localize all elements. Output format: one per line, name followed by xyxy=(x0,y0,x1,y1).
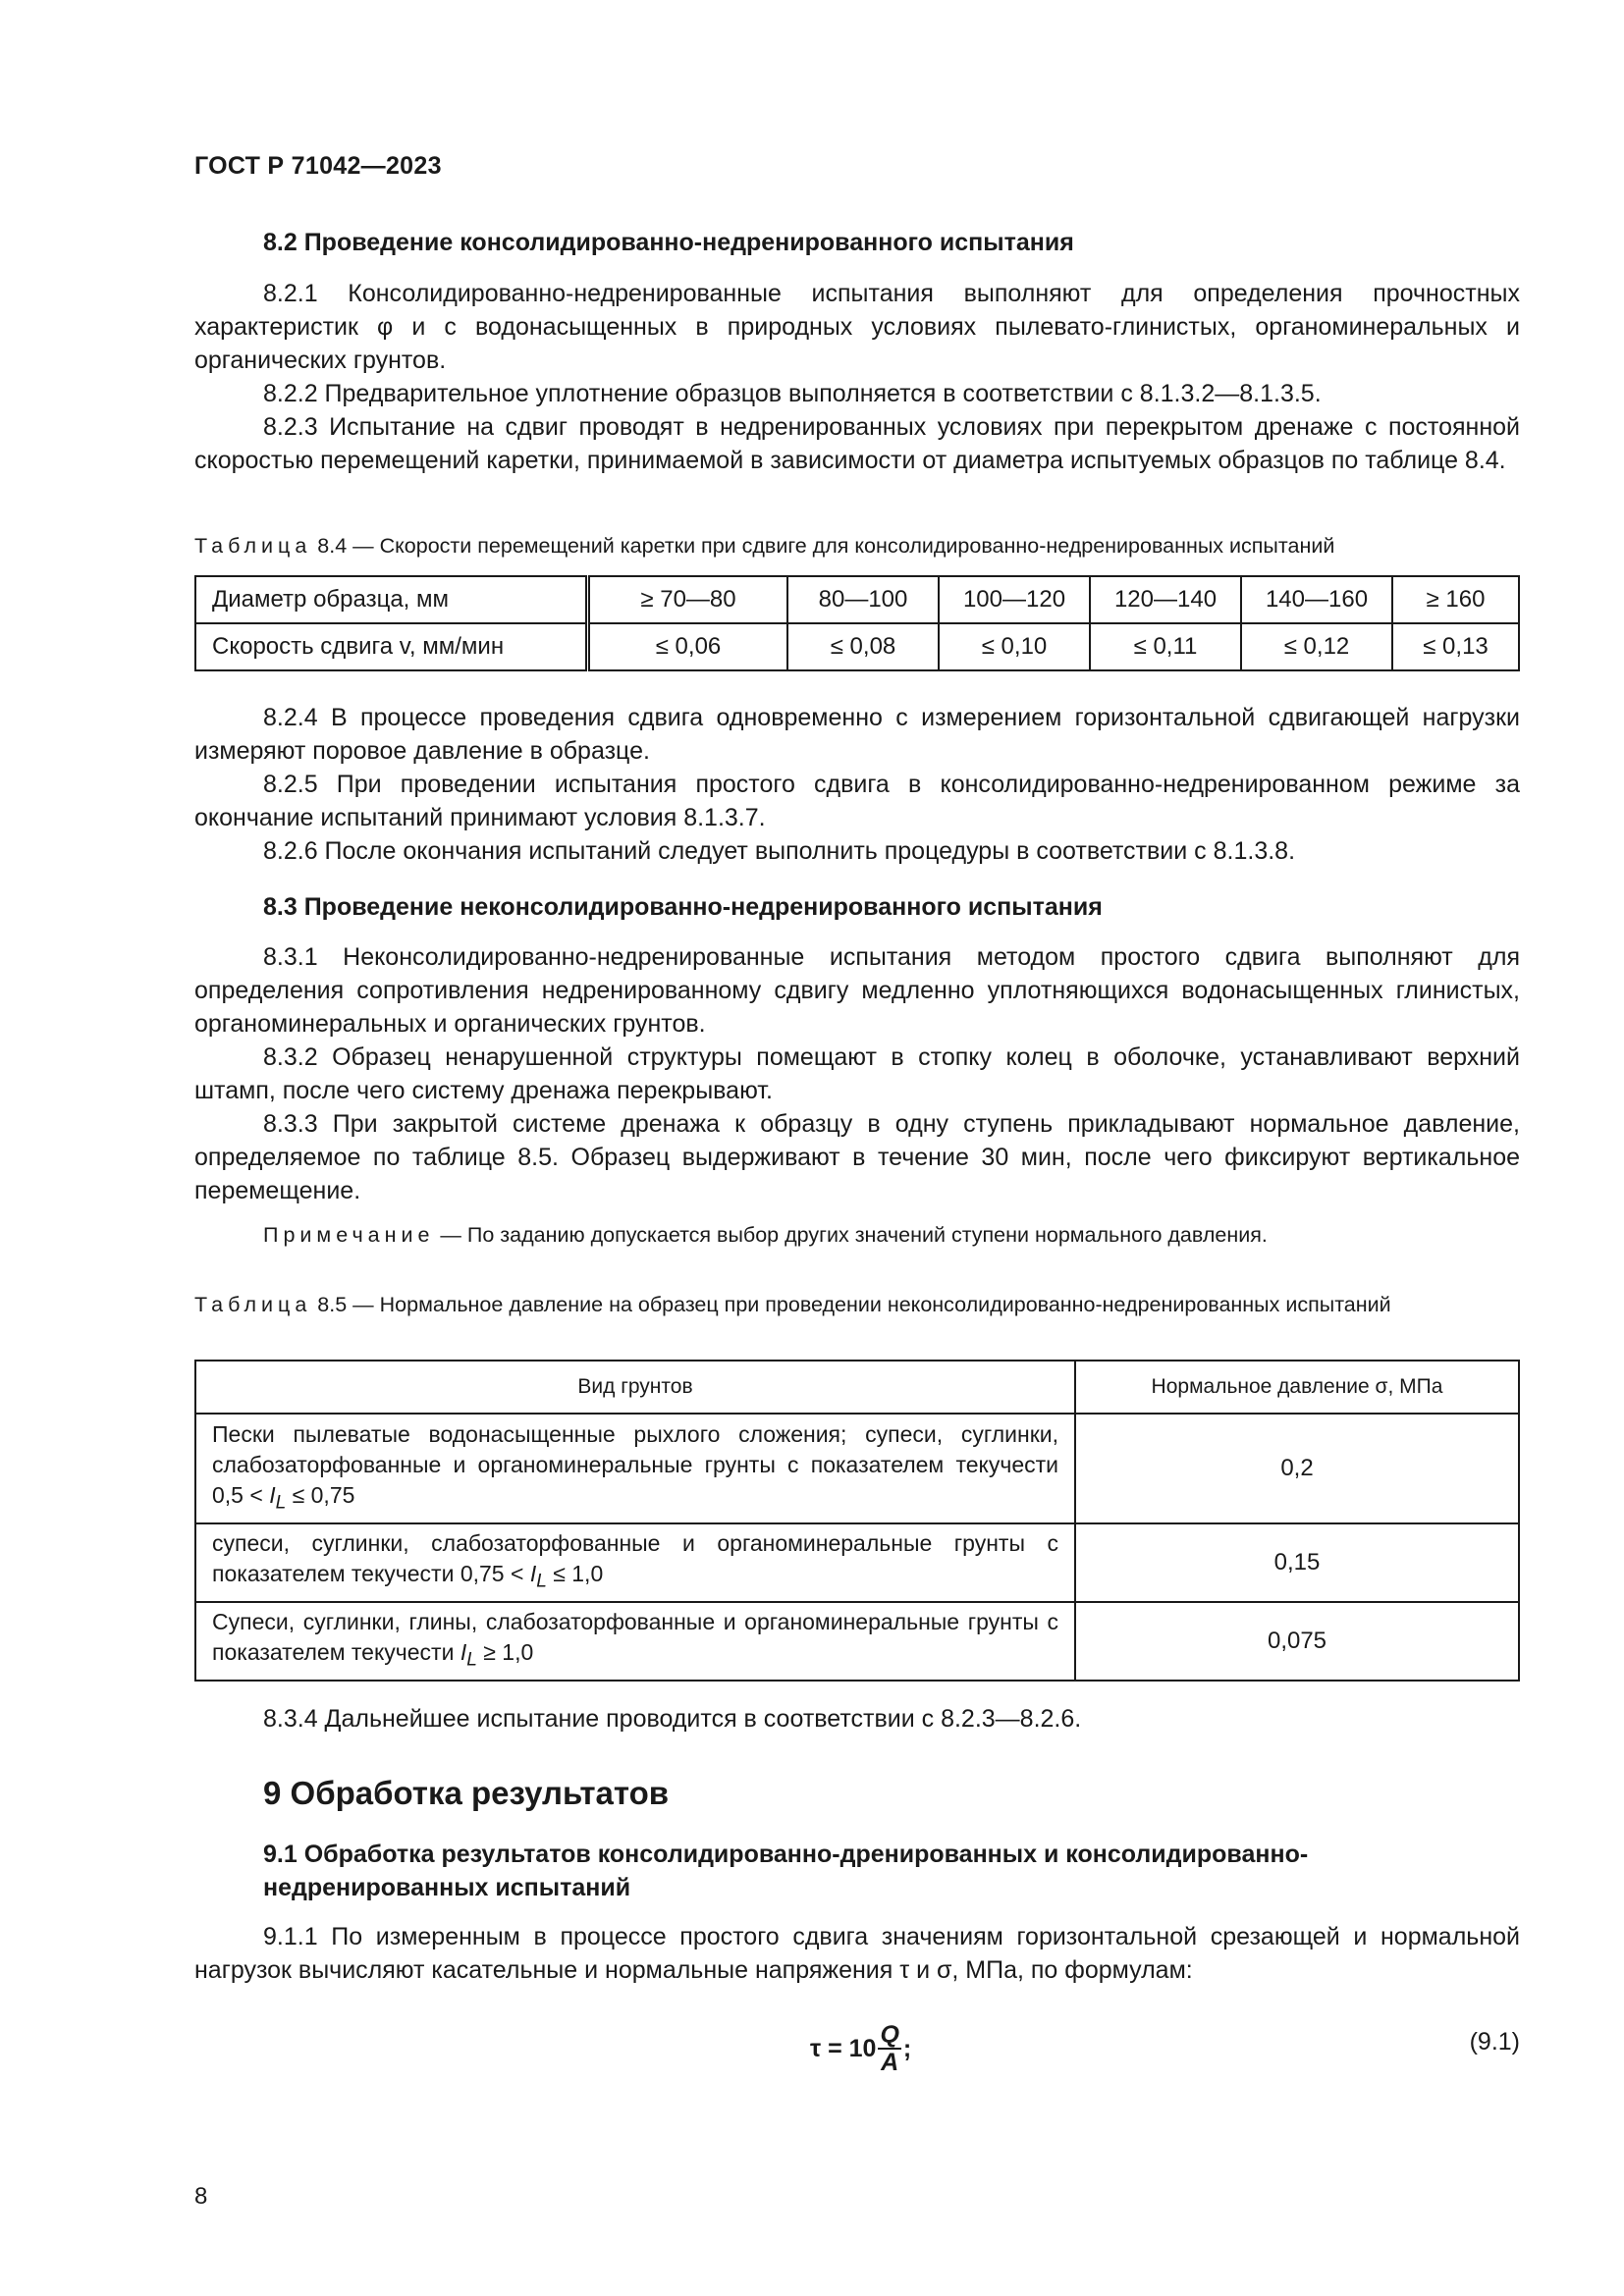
section-9-title: 9 Обработка результатов xyxy=(263,1775,670,1811)
formula-9-1 xyxy=(194,2008,1520,2087)
table-header-row xyxy=(195,1361,1519,1414)
paragraph-8-2-4: 8.2.4 В процессе проведения сдвига одновременно с измерением горизонтальной сдвигающей нагрузки измеряют поровое давление в образце. xyxy=(194,704,1520,765)
table-cell: ≤ 0,11 xyxy=(1090,623,1241,670)
table-cell: Скорость сдвига v, мм/мин xyxy=(195,623,588,670)
table-cell: Диаметр образца, мм xyxy=(195,576,588,623)
table-cell: ≤ 0,10 xyxy=(939,623,1090,670)
table-row xyxy=(195,1523,1519,1602)
table-cell: 100—120 xyxy=(939,576,1090,623)
table-cell: 140—160 xyxy=(1241,576,1392,623)
formula-expression xyxy=(810,2022,911,2075)
table-cell-soil: супеси, суглинки, слабозаторфованные и органоминеральные грунты с показателем текучести $0,75 < I_L \le 1,0$ xyxy=(195,1523,1075,1602)
table-cell-value: 0,075 xyxy=(1075,1602,1519,1681)
table-cell: ≤ 0,06 xyxy=(588,623,788,670)
paragraph-8-2-5: 8.2.5 При проведении испытания простого сдвига в консолидированно-недренированном режиме за окончание испытаний принимают условия 8.1.3.7. xyxy=(194,771,1520,831)
table-row xyxy=(195,1414,1519,1523)
section-8-3-title: 8.3 Проведение неконсолидированно-недренированного испытания xyxy=(263,893,1103,921)
table-row xyxy=(195,576,1519,623)
formula-tail: ; xyxy=(902,2034,912,2062)
paragraph-8-2-6: 8.2.6 После окончания испытаний следует выполнить процедуры в соответствии с 8.1.3.8. xyxy=(263,837,1296,865)
table-cell-soil: Супеси, суглинки, глины, слабозаторфованные и органоминеральные грунты с показателем текучести $I_L \ge 1,0$ xyxy=(195,1602,1075,1681)
note: Примечание — По заданию допускается выбор других значений ступени нормального давления. xyxy=(263,1223,1268,1247)
paragraph-8-3-4: 8.3.4 Дальнейшее испытание проводится в соответствии с 8.2.3—8.2.6. xyxy=(263,1705,1082,1733)
column-header-pressure: Нормальное давление σ, МПа xyxy=(1075,1361,1519,1414)
table-cell: ≤ 0,12 xyxy=(1241,623,1392,670)
section-9-1-title: 9.1 Обработка результатов консолидированно-дренированных и консолидированно-недренированных испытаний xyxy=(263,1841,1309,1901)
document-page xyxy=(194,0,1520,2296)
formula-number: (9.1) xyxy=(1469,2028,1520,2056)
table-cell-value: 0,15 xyxy=(1075,1523,1519,1602)
paragraph-8-3-2: 8.3.2 Образец ненарушенной структуры помещают в стопку колец в оболочке, устанавливают верхний штамп, после чего систему дренажа перекрывают. xyxy=(194,1043,1520,1104)
table-cell: ≤ 0,13 xyxy=(1392,623,1519,670)
formula-lhs: τ = 10 xyxy=(810,2034,877,2062)
formula-fraction xyxy=(878,2022,900,2075)
table-8-4-caption: Таблица 8.4 — Скорости перемещений каретки при сдвиге для консолидированно-недренированных испытаний xyxy=(194,534,1335,558)
table-cell: 120—140 xyxy=(1090,576,1241,623)
table-cell-value: 0,2 xyxy=(1075,1414,1519,1523)
section-8-2-title: 8.2 Проведение консолидированно-недренированного испытания xyxy=(263,229,1074,256)
formula-denominator: A xyxy=(881,2049,899,2076)
page-number: 8 xyxy=(194,2183,208,2210)
paragraph-9-1-1: 9.1.1 По измеренным в процессе простого сдвига значениям горизонтальной срезающей и нормальной нагрузок вычисляют касательные и нормальные напряжения τ и σ, МПа, по формулам: xyxy=(194,1923,1520,1984)
table-cell: ≥ 160 xyxy=(1392,576,1519,623)
paragraph-8-2-1: 8.2.1 Консолидированно-недренированные испытания выполняют для определения прочностных характеристик φ и с водонасыщенных в природных условиях пылевато-глинистых, органоминеральных и органических грунтов. xyxy=(194,280,1520,374)
table-cell: ≥ 70—80 xyxy=(588,576,788,623)
paragraph-8-2-2: 8.2.2 Предварительное уплотнение образцов выполняется в соответствии с 8.1.3.2—8.1.3.5. xyxy=(263,380,1322,407)
paragraph-8-2-3: 8.2.3 Испытание на сдвиг проводят в недренированных условиях при перекрытом дренаже с постоянной скоростью перемещений каретки, принимаемой в зависимости от диаметра испытуемых образцов по таблице 8.4. xyxy=(194,413,1520,474)
paragraph-8-3-3: 8.3.3 При закрытой системе дренажа к образцу в одну ступень прикладывают нормальное давление, определяемое по таблице 8.5. Образец выдерживают в течение 30 мин, после чего фиксируют вертикальное перемещение. xyxy=(194,1110,1520,1204)
standard-header: ГОСТ Р 71042—2023 xyxy=(194,152,442,180)
column-header-soil: Вид грунтов xyxy=(195,1361,1075,1414)
table-row xyxy=(195,623,1519,670)
table-8-4 xyxy=(194,575,1520,671)
table-cell: ≤ 0,08 xyxy=(787,623,939,670)
table-8-5 xyxy=(194,1360,1520,1682)
table-cell: 80—100 xyxy=(787,576,939,623)
table-cell-soil: Пески пылеватые водонасыщенные рыхлого сложения; супеси, суглинки, слабозаторфованные и органоминеральные грунты с показателем текучести $0,5 < I_L \le 0,75$ xyxy=(195,1414,1075,1523)
formula-numerator: Q xyxy=(880,2021,899,2049)
paragraph-8-3-1: 8.3.1 Неконсолидированно-недренированные испытания методом простого сдвига выполняют для определения сопротивления недренированному сдвигу медленно уплотняющихся водонасыщенных глинистых, органоминеральных и органических грунтов. xyxy=(194,943,1520,1038)
table-row xyxy=(195,1602,1519,1681)
table-8-5-caption: Таблица 8.5 — Нормальное давление на образец при проведении неконсолидированно-недренированных испытаний xyxy=(194,1293,1391,1316)
